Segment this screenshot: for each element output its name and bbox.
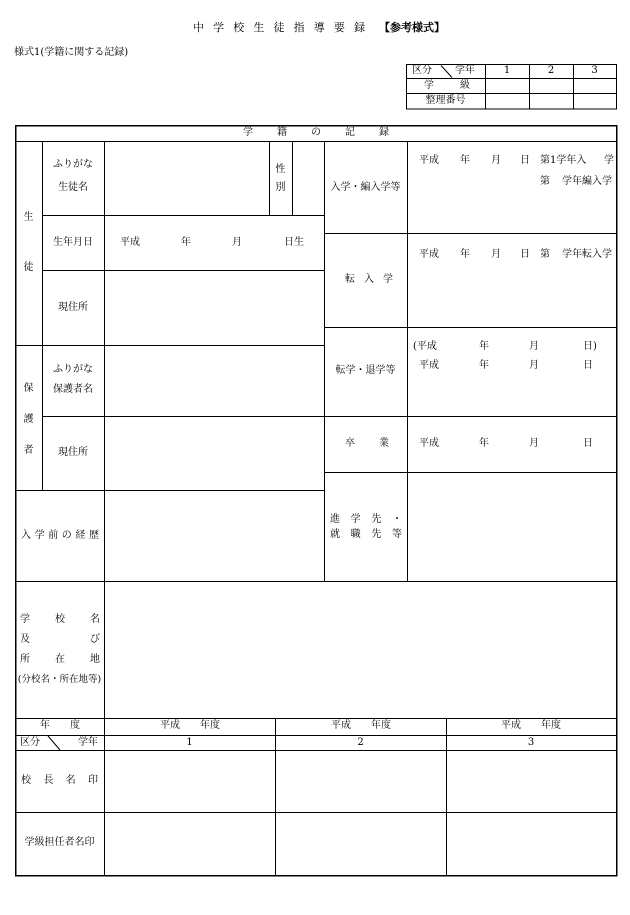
yearly-grade-2: 2	[357, 737, 364, 748]
school-label-line1: 学 校 名	[20, 614, 100, 625]
transfer-in-label: 転 入 学	[345, 274, 393, 285]
school-label-line4: (分校名・所在地等)	[17, 674, 102, 685]
year-2-era: 平成	[331, 720, 351, 731]
admission-label: 入学・編入学等	[330, 182, 401, 193]
admission-first-grade-suffix: 学	[604, 155, 614, 166]
yearly-division-label: 区分	[20, 737, 40, 748]
homeroom-seal-grade-2	[276, 813, 446, 875]
summary-grade-label: 学年	[455, 65, 475, 76]
year-3-era: 平成	[501, 720, 521, 731]
admission-day-unit: 日	[520, 155, 530, 166]
homeroom-seal-grade-3	[447, 813, 616, 875]
birthdate-era: 平成	[120, 237, 140, 248]
year-2-unit: 年度	[371, 720, 391, 731]
withdrawal-line2-era: 平成	[419, 360, 439, 371]
document-title: 中 学 校 生 徒 指 導 要 録	[193, 21, 365, 34]
number-cell-grade-3	[574, 94, 616, 109]
transfer-in-year-unit: 年	[460, 249, 470, 260]
school-label-line3: 所 在 地	[20, 654, 100, 665]
admission-month-unit: 月	[491, 155, 501, 166]
student-name-label: 生徒名	[58, 182, 88, 193]
school-label-line2: 及 び	[20, 634, 100, 645]
class-cell-grade-3	[574, 79, 616, 93]
transfer-in-day-unit: 日	[520, 249, 530, 260]
withdrawal-line1-month-unit: 月	[529, 341, 539, 352]
destination-label-line1: 進 学 先 ・	[330, 514, 402, 525]
student-furigana-label: ふりがな	[53, 159, 93, 170]
admission-first-grade-text: 第1学年入	[540, 155, 587, 166]
number-cell-grade-1	[486, 94, 529, 109]
school-name-field	[105, 582, 616, 718]
graduation-day-unit: 日	[583, 438, 593, 449]
transfer-in-grade-prefix: 第	[540, 249, 550, 260]
transfer-in-month-unit: 月	[491, 249, 501, 260]
transfer-in-grade-text: 学年転入学	[562, 249, 612, 260]
principal-seal-label: 校 長 名 印	[21, 775, 98, 786]
class-cell-grade-2	[530, 79, 573, 93]
prior-history-field	[105, 491, 324, 581]
withdrawal-label: 転学・退学等	[335, 365, 396, 376]
record-header: 学 籍 の 記 録	[243, 127, 389, 138]
withdrawal-line2-month-unit: 月	[529, 360, 539, 371]
class-cell-grade-1	[486, 79, 529, 93]
withdrawal-line1-day-unit: 日)	[583, 341, 597, 352]
yearly-diagonal-line	[48, 736, 60, 750]
summary-diagonal-line	[441, 66, 452, 78]
summary-grade-3: 3	[591, 65, 598, 76]
graduation-month-unit: 月	[529, 438, 539, 449]
summary-class-label: 学 級	[424, 80, 470, 91]
admission-year-unit: 年	[460, 155, 470, 166]
yearly-grade-3: 3	[527, 737, 535, 748]
summary-number-label: 整理番号	[425, 95, 466, 106]
summary-grade-1: 1	[503, 65, 511, 76]
birthdate-day-unit: 日生	[284, 237, 304, 248]
transfer-in-era: 平成	[419, 249, 439, 260]
guardian-address-field	[105, 417, 324, 490]
admission-era: 平成	[419, 155, 439, 166]
guardian-name-label: 保護者名	[53, 384, 93, 395]
principal-seal-grade-2	[276, 751, 446, 812]
birthdate-year-unit: 年	[181, 237, 191, 248]
year-3-unit: 年度	[541, 720, 561, 731]
document-title-note: 【参考様式】	[379, 21, 445, 34]
homeroom-teacher-seal-label: 学級担任者名印	[24, 837, 95, 848]
withdrawal-line2-day-unit: 日	[583, 360, 593, 371]
guardian-address-label: 現住所	[58, 447, 88, 458]
destination-label-line2: 就 職 先 等	[330, 529, 402, 540]
form-label: 様式1(学籍に関する記録)	[14, 47, 129, 58]
graduation-era: 平成	[419, 438, 439, 449]
destination-field	[408, 473, 616, 581]
homeroom-seal-grade-1	[105, 813, 275, 875]
year-label: 年 度	[40, 720, 80, 731]
sex-field	[293, 142, 324, 215]
guardian-name-field	[105, 346, 324, 416]
student-name-field	[105, 142, 269, 215]
birthdate-month-unit: 月	[232, 237, 242, 248]
guardian-furigana-label: ふりがな	[53, 364, 93, 375]
year-1-unit: 年度	[200, 720, 220, 731]
withdrawal-line1-year-unit: 年	[479, 341, 489, 352]
yearly-grade-1: 1	[186, 737, 193, 748]
birthdate-label: 生年月日	[53, 237, 93, 248]
withdrawal-line2-year-unit: 年	[479, 360, 489, 371]
admission-transfer-prefix: 第	[540, 176, 550, 187]
admission-transfer-text: 学年編入学	[562, 176, 612, 187]
yearly-grade-label: 学年	[78, 737, 98, 748]
summary-grade-2: 2	[547, 65, 555, 76]
principal-seal-grade-1	[105, 751, 275, 812]
prior-history-label: 入 学 前 の 経 歴	[21, 530, 99, 541]
number-cell-grade-2	[530, 94, 573, 109]
summary-division-label: 区分	[412, 65, 432, 76]
student-address-field	[105, 271, 324, 345]
graduation-label: 卒 業	[345, 438, 389, 449]
student-address-label: 現住所	[58, 302, 88, 313]
graduation-year-unit: 年	[479, 438, 489, 449]
year-1-era: 平成	[160, 720, 180, 731]
sex-label: 性別	[275, 164, 286, 193]
guardian-section-label: 保護者	[23, 383, 34, 456]
withdrawal-line1-era: (平成	[413, 341, 437, 352]
student-section-label: 生徒	[23, 212, 34, 273]
principal-seal-grade-3	[447, 751, 616, 812]
